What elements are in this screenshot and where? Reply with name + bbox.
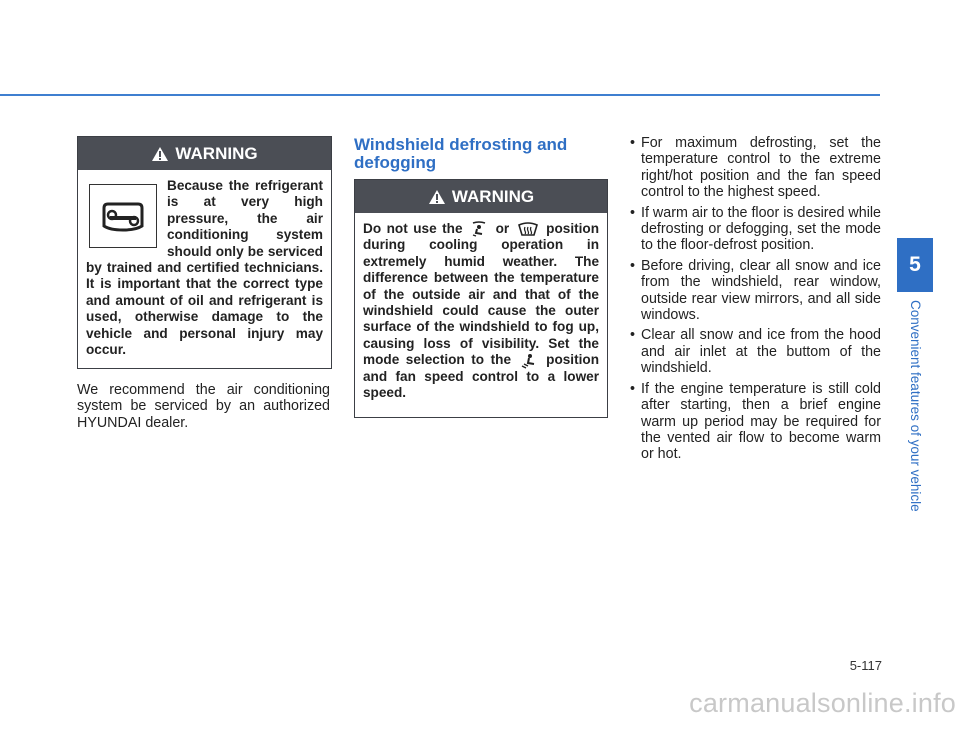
list-item: • If the engine temperature is still cold after starting, then a brief engine warm up period may be required for the vented air flow to become warm or hot. bbox=[628, 381, 881, 463]
warning-triangle-icon bbox=[151, 146, 169, 162]
list-item: • Before driving, clear all snow and ice from the windshield, rear window, outside rear view mirrors, and all side windows. bbox=[628, 258, 881, 324]
warning-body bbox=[355, 213, 607, 401]
warning-text-a: Do not use the bbox=[363, 221, 463, 236]
top-rule bbox=[0, 94, 880, 96]
warning-label: WARNING bbox=[451, 186, 535, 206]
chapter-title: Convenient features of your vehicle bbox=[908, 300, 923, 512]
warning-box-defrost bbox=[354, 179, 608, 418]
recommend-paragraph: We recommend the air conditioning system be serviced by an authorized HYUNDAI dealer. bbox=[77, 382, 330, 431]
list-item: • Clear all snow and ice from the hood and air inlet at the buttom of the windshield. bbox=[628, 327, 881, 376]
watermark: carmanualsonline.info bbox=[689, 688, 956, 718]
floor-mode-icon bbox=[520, 353, 538, 369]
defrost-tips-list bbox=[628, 135, 881, 467]
warning-text: Because the refrigerant is at very high pressure, the air conditioning system should only be serviced by trained and certified technicians. It is important that the correct type and amount of oil and refrigerant is used, otherwise damage to the vehicle and personal injury may occur. bbox=[86, 178, 323, 358]
list-item: • For maximum defrosting, set the temperature control to the extreme right/hot position and the fan speed control to the highest speed. bbox=[628, 135, 881, 201]
list-item: • If warm air to the floor is desired while defrosting or defogging, set the mode to the floor-defrost position. bbox=[628, 205, 881, 254]
section-title: Windshield defrosting and defogging bbox=[354, 135, 568, 172]
warning-header bbox=[355, 180, 607, 213]
floor-defrost-mode-icon bbox=[470, 221, 488, 237]
warning-body bbox=[78, 170, 331, 358]
page-number: 5-117 bbox=[849, 658, 882, 673]
warning-text-d: position and fan speed control to a lower speed. bbox=[363, 352, 599, 401]
wrench-tool-icon bbox=[89, 184, 157, 248]
warning-header bbox=[78, 137, 331, 170]
warning-box-refrigerant bbox=[77, 136, 332, 369]
chapter-number: 5 bbox=[909, 253, 921, 276]
warning-triangle-icon bbox=[428, 189, 446, 205]
chapter-tab bbox=[897, 238, 933, 292]
warning-label: WARNING bbox=[175, 143, 258, 163]
windshield-defrost-icon bbox=[517, 221, 539, 237]
warning-text-c: position during cooling operation in extremely humid weather. The difference between the temperature of the outside air and that of the windshield could cause the outer surface of the windshield to fog up, causing loss of visibility. Set the mode selection to the bbox=[363, 221, 600, 368]
warning-text-b: or bbox=[495, 221, 510, 236]
